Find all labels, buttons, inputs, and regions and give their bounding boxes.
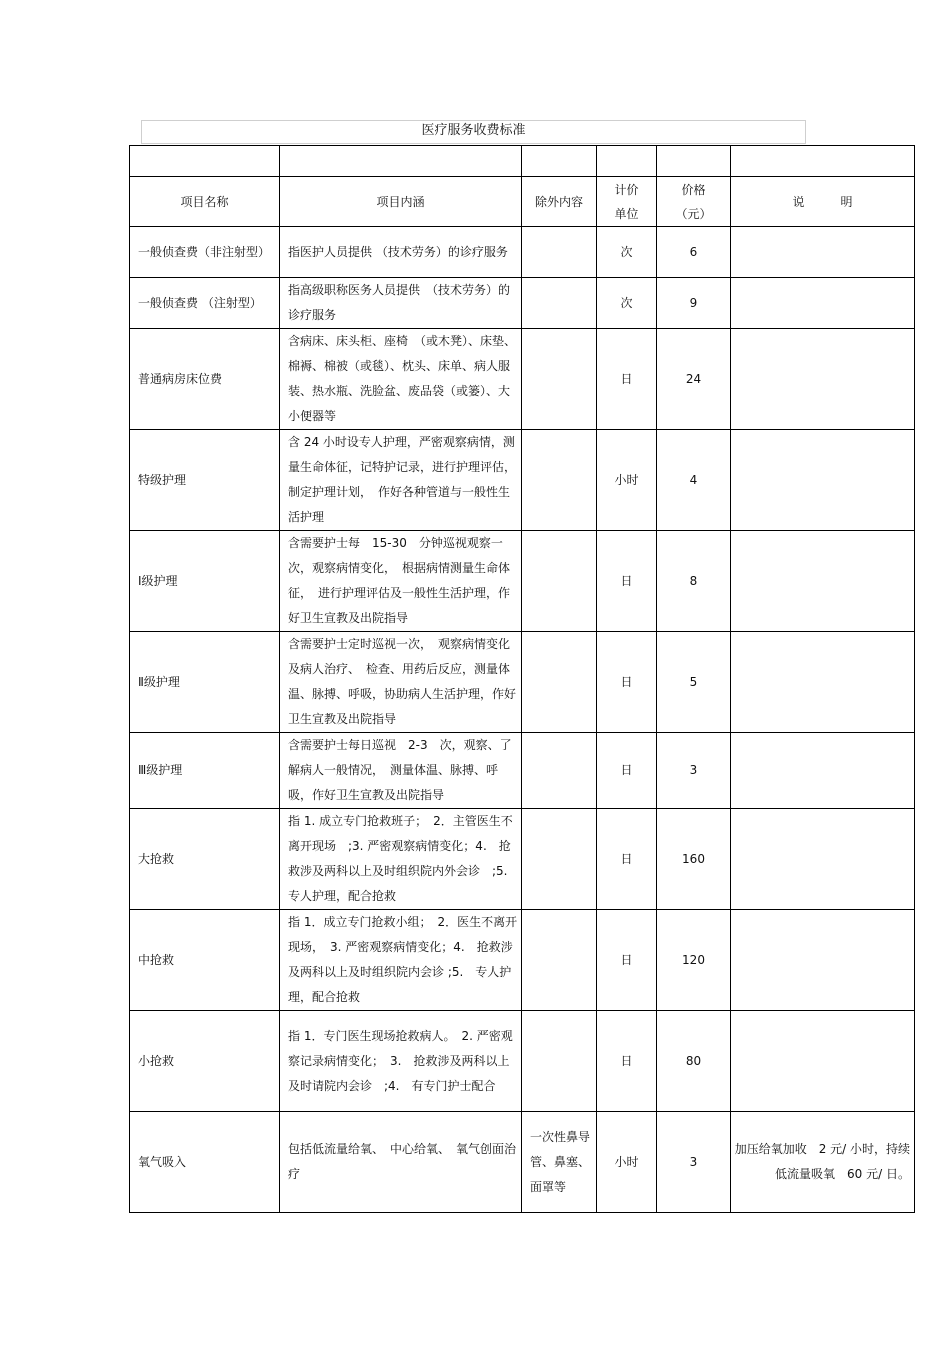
cell-unit: 日: [597, 329, 657, 430]
cell-price: 3: [657, 1112, 731, 1213]
cell-name: 一般侦查费 （注射型）: [130, 278, 280, 329]
cell-note: [731, 531, 915, 632]
table-row: [130, 531, 915, 632]
header-excluded: 除外内容: [522, 177, 597, 227]
cell-name: 小抢救: [130, 1011, 280, 1112]
cell-name: 特级护理: [130, 430, 280, 531]
table-row: [130, 733, 915, 809]
table-row: [130, 632, 915, 733]
cell-content: 指 1．专门医生现场抢救病人。 2. 严密观察记录病情变化； 3. 抢救涉及两科以上及时请院内会诊 ;4. 有专门护士配合: [280, 1011, 522, 1112]
header-price-line1: 价格: [681, 182, 706, 197]
cell-note: [731, 733, 915, 809]
cell-note: [731, 632, 915, 733]
cell-unit: 日: [597, 632, 657, 733]
cell-unit: 小时: [597, 430, 657, 531]
cell-excluded: [522, 1011, 597, 1112]
cell-price: 160: [657, 809, 731, 910]
cell-price: 24: [657, 329, 731, 430]
cell-note: [731, 910, 915, 1011]
cell-unit: 日: [597, 910, 657, 1011]
cell-price: 9: [657, 278, 731, 329]
table-row: [130, 278, 915, 329]
cell-note: [731, 809, 915, 910]
blank-row: [130, 146, 915, 177]
cell-unit: 小时: [597, 1112, 657, 1213]
header-price-line2: （元）: [675, 206, 712, 221]
cell-note: [731, 1011, 915, 1112]
cell-content: 包括低流量给氧、 中心给氧、 氧气创面治疗: [280, 1112, 522, 1213]
cell-unit: 次: [597, 278, 657, 329]
cell-price: 6: [657, 227, 731, 278]
cell-excluded: [522, 809, 597, 910]
cell-name: 一般侦查费（非注射型）: [130, 227, 280, 278]
cell-content: 指 1．成立专门抢救小组； 2．医生不离开现场， 3. 严密观察病情变化；4. 抢救涉及两科以上及时组织院内会诊 ;5. 专人护理，配合抢救: [280, 910, 522, 1011]
header-unit-line1: 计价: [614, 182, 639, 197]
cell-name: Ⅰ级护理: [130, 531, 280, 632]
cell-excluded: [522, 733, 597, 809]
cell-price: 3: [657, 733, 731, 809]
cell-unit: 日: [597, 809, 657, 910]
cell-price: 4: [657, 430, 731, 531]
cell-note: [731, 329, 915, 430]
cell-name: 中抢救: [130, 910, 280, 1011]
document-title: 医疗服务收费标准: [141, 120, 806, 144]
cell-content: 含需要护士每 15-30 分钟巡视观察一次，观察病情变化， 根据病情测量生命体征， 进行护理评估及一般性生活护理，作好卫生宣教及出院指导: [280, 531, 522, 632]
cell-note: 加压给氧加收 2 元/ 小时，持续低流量吸氧 60 元/ 日。: [731, 1112, 915, 1213]
header-note: 说 明: [731, 177, 915, 227]
cell-content: 含 24 小时设专人护理，严密观察病情，测量生命体征，记特护记录，进行护理评估， 制定护理计划， 作好各种管道与一般性生活护理: [280, 430, 522, 531]
cell-name: Ⅱ级护理: [130, 632, 280, 733]
cell-excluded: [522, 227, 597, 278]
cell-content: 含病床、床头柜、座椅 （或木凳）、床垫、棉褥、棉被（或毯）、枕头、床单、病人服装、热水瓶、洗脸盆、废品袋（或篓）、大小便器等: [280, 329, 522, 430]
cell-note: [731, 278, 915, 329]
cell-name: 普通病房床位费: [130, 329, 280, 430]
cell-price: 120: [657, 910, 731, 1011]
cell-price: 80: [657, 1011, 731, 1112]
cell-content: 指医护人员提供 （技术劳务）的诊疗服务: [280, 227, 522, 278]
table-row: [130, 329, 915, 430]
table-row: [130, 910, 915, 1011]
cell-content: 含需要护士每日巡视 2-3 次，观察、了解病人一般情况， 测量体温、脉搏、呼吸，作好卫生宣教及出院指导: [280, 733, 522, 809]
cell-excluded: [522, 430, 597, 531]
header-unit-line2: 单位: [614, 206, 639, 221]
cell-excluded: [522, 531, 597, 632]
table-row: [130, 1112, 915, 1213]
table-row: [130, 1011, 915, 1112]
header-row: [130, 177, 915, 227]
cell-unit: 日: [597, 733, 657, 809]
header-unit: [597, 177, 657, 227]
cell-note: [731, 227, 915, 278]
header-name: 项目名称: [130, 177, 280, 227]
table-row: [130, 227, 915, 278]
cell-excluded: [522, 329, 597, 430]
cell-unit: 次: [597, 227, 657, 278]
cell-content: 含需要护士定时巡视一次， 观察病情变化及病人治疗、 检查、用药后反应，测量体温、脉搏、呼吸，协助病人生活护理，作好卫生宣教及出院指导: [280, 632, 522, 733]
header-content: 项目内涵: [280, 177, 522, 227]
cell-name: 氧气吸入: [130, 1112, 280, 1213]
cell-content: 指 1. 成立专门抢救班子； 2．主管医生不离开现场 ;3. 严密观察病情变化；4. 抢救涉及两科以上及时组织院内外会诊 ;5. 专人护理，配合抢救: [280, 809, 522, 910]
table-row: [130, 809, 915, 910]
cell-unit: 日: [597, 531, 657, 632]
cell-price: 5: [657, 632, 731, 733]
header-price: [657, 177, 731, 227]
fee-table: [129, 145, 915, 1213]
cell-excluded: [522, 632, 597, 733]
cell-excluded: 一次性鼻导管、鼻塞、面罩等: [522, 1112, 597, 1213]
cell-note: [731, 430, 915, 531]
cell-price: 8: [657, 531, 731, 632]
cell-name: 大抢救: [130, 809, 280, 910]
cell-name: Ⅲ级护理: [130, 733, 280, 809]
cell-content: 指高级职称医务人员提供 （技术劳务）的诊疗服务: [280, 278, 522, 329]
cell-excluded: [522, 910, 597, 1011]
cell-unit: 日: [597, 1011, 657, 1112]
table-row: [130, 430, 915, 531]
cell-excluded: [522, 278, 597, 329]
